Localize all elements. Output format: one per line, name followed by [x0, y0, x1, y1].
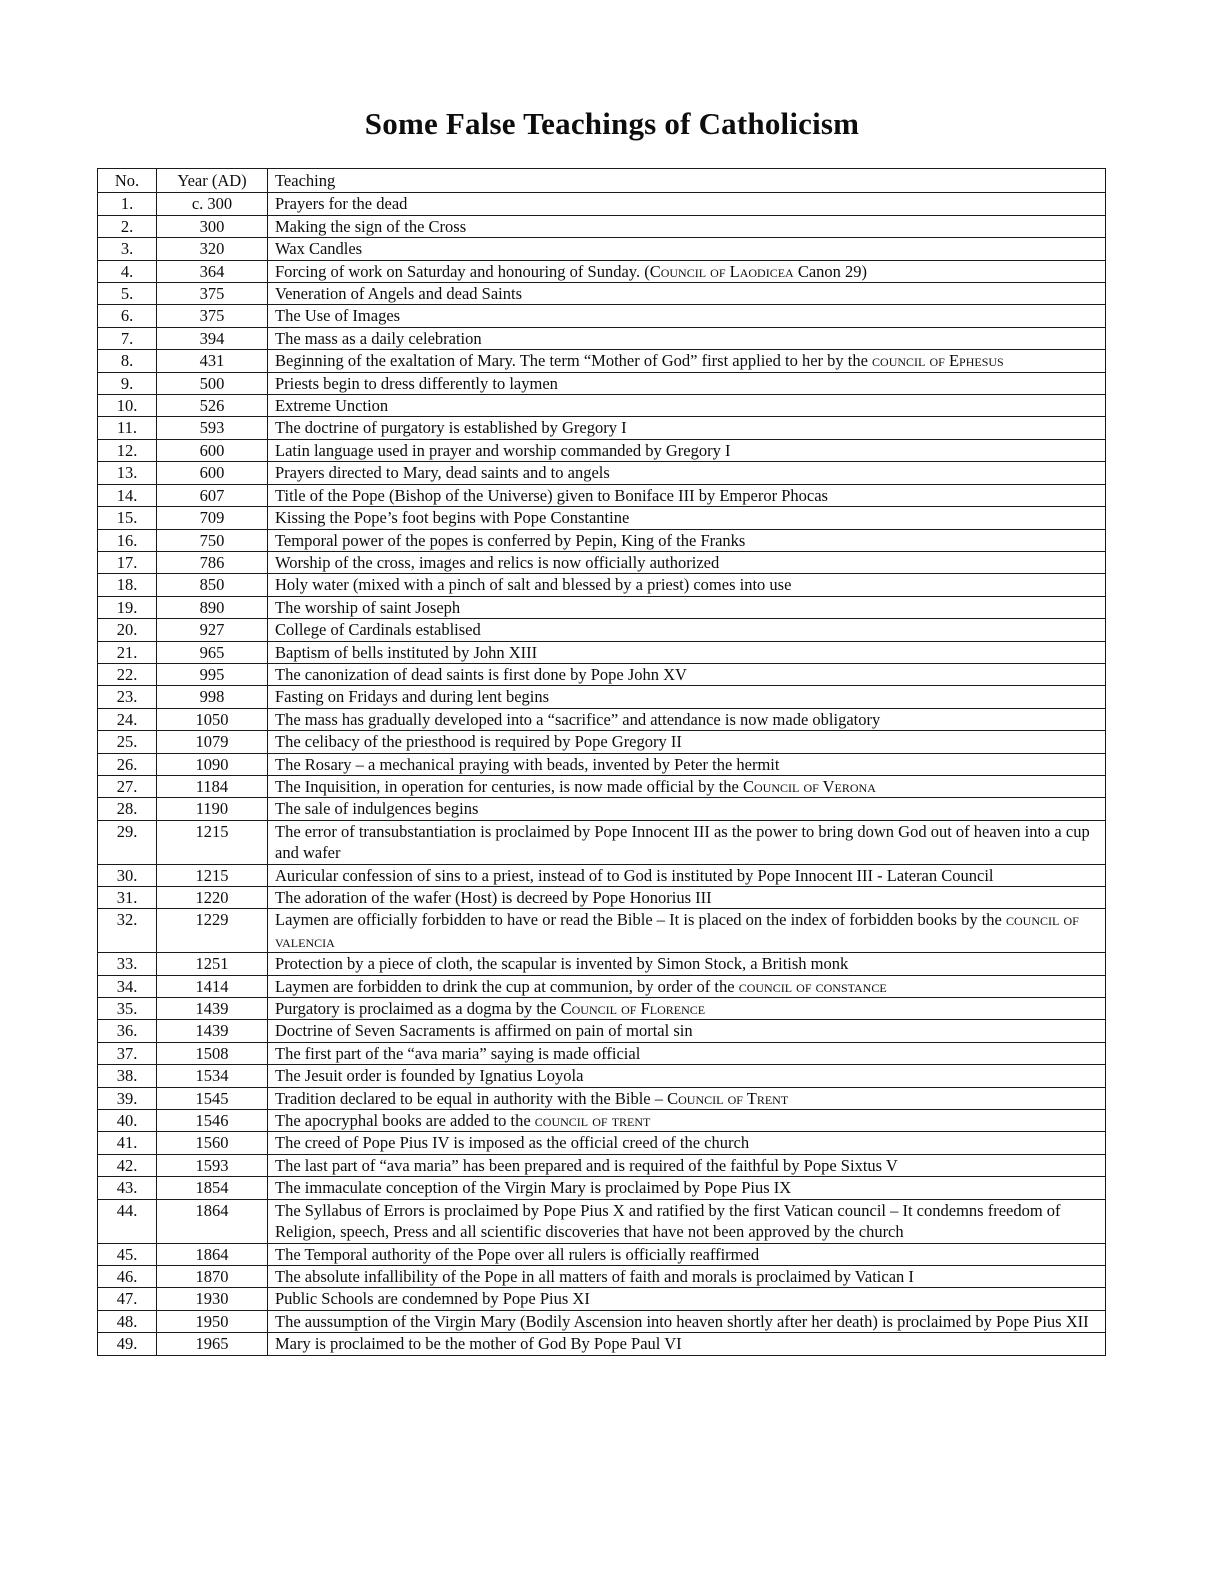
row-year-cell: 1864	[157, 1199, 268, 1243]
row-teaching-cell: Extreme Unction	[268, 395, 1106, 417]
row-teaching-cell: The Use of Images	[268, 305, 1106, 327]
row-year-cell: 364	[157, 260, 268, 282]
row-number-cell: 23.	[98, 686, 157, 708]
row-year-cell: 1546	[157, 1110, 268, 1132]
row-year-cell: 394	[157, 327, 268, 349]
row-year-cell: c. 300	[157, 193, 268, 215]
row-year-cell: 1508	[157, 1042, 268, 1064]
row-year-cell: 600	[157, 462, 268, 484]
row-year-cell: 1090	[157, 753, 268, 775]
row-teaching-cell: The absolute infallibility of the Pope in all matters of faith and morals is proclaimed by Vatican I	[268, 1265, 1106, 1287]
row-number-cell: 4.	[98, 260, 157, 282]
row-teaching-cell: Baptism of bells instituted by John XIII	[268, 641, 1106, 663]
row-teaching-cell: Mary is proclaimed to be the mother of God By Pope Paul VI	[268, 1333, 1106, 1355]
table-row	[98, 417, 1106, 439]
row-year-cell: 431	[157, 350, 268, 372]
row-year-cell: 600	[157, 439, 268, 461]
row-number-cell: 37.	[98, 1042, 157, 1064]
table-row	[98, 1243, 1106, 1265]
row-teaching-cell: The Inquisition, in operation for centuries, is now made official by the Council of Verona	[268, 775, 1106, 797]
row-number-cell: 24.	[98, 708, 157, 730]
table-row	[98, 953, 1106, 975]
row-teaching-cell: Prayers for the dead	[268, 193, 1106, 215]
row-number-cell: 11.	[98, 417, 157, 439]
row-number-cell: 20.	[98, 619, 157, 641]
row-teaching-cell: The Syllabus of Errors is proclaimed by Pope Pius X and ratified by the first Vatican council – It condemns freedom of Religion, speech, Press and all scientific discoveries that have not been approved by the church	[268, 1199, 1106, 1243]
row-teaching-cell: Fasting on Fridays and during lent begins	[268, 686, 1106, 708]
table-row	[98, 215, 1106, 237]
table-row	[98, 439, 1106, 461]
table-row	[98, 462, 1106, 484]
row-teaching-cell: Auricular confession of sins to a priest, instead of to God is instituted by Pope Innocent III - Lateran Council	[268, 864, 1106, 886]
table-row	[98, 1265, 1106, 1287]
row-year-cell: 607	[157, 484, 268, 506]
row-number-cell: 19.	[98, 596, 157, 618]
row-teaching-cell: Tradition declared to be equal in authority with the Bible – Council of Trent	[268, 1087, 1106, 1109]
row-teaching-cell: Forcing of work on Saturday and honouring of Sunday. (Council of Laodicea Canon 29)	[268, 260, 1106, 282]
row-number-cell: 16.	[98, 529, 157, 551]
table-row	[98, 529, 1106, 551]
row-teaching-cell: The adoration of the wafer (Host) is decreed by Pope Honorius III	[268, 887, 1106, 909]
table-row	[98, 686, 1106, 708]
column-header-no: No.	[98, 169, 157, 193]
row-number-cell: 15.	[98, 507, 157, 529]
row-teaching-cell: The worship of saint Joseph	[268, 596, 1106, 618]
row-teaching-cell: The error of transubstantiation is proclaimed by Pope Innocent III as the power to bring down God out of heaven into a cup and wafer	[268, 820, 1106, 864]
row-year-cell: 890	[157, 596, 268, 618]
row-year-cell: 850	[157, 574, 268, 596]
row-teaching-cell: Laymen are forbidden to drink the cup at communion, by order of the council of constance	[268, 975, 1106, 997]
row-teaching-cell: Purgatory is proclaimed as a dogma by the Council of Florence	[268, 998, 1106, 1020]
table-row	[98, 507, 1106, 529]
row-number-cell: 45.	[98, 1243, 157, 1265]
row-teaching-cell: The mass has gradually developed into a “sacrifice” and attendance is now made obligatory	[268, 708, 1106, 730]
row-teaching-cell: The immaculate conception of the Virgin Mary is proclaimed by Pope Pius IX	[268, 1177, 1106, 1199]
row-teaching-cell: Prayers directed to Mary, dead saints and to angels	[268, 462, 1106, 484]
row-number-cell: 32.	[98, 909, 157, 953]
council-name-smallcaps: council of constance	[738, 976, 887, 996]
row-teaching-cell: The Rosary – a mechanical praying with beads, invented by Peter the hermit	[268, 753, 1106, 775]
row-number-cell: 14.	[98, 484, 157, 506]
row-teaching-cell: The sale of indulgences begins	[268, 798, 1106, 820]
row-number-cell: 18.	[98, 574, 157, 596]
table-row	[98, 909, 1106, 953]
row-year-cell: 1534	[157, 1065, 268, 1087]
council-name-smallcaps: Council of Laodicea	[649, 261, 794, 281]
row-number-cell: 39.	[98, 1087, 157, 1109]
row-year-cell: 1965	[157, 1333, 268, 1355]
row-number-cell: 36.	[98, 1020, 157, 1042]
council-name-smallcaps: Council of Florence	[560, 999, 706, 1019]
table-row	[98, 798, 1106, 820]
row-year-cell: 995	[157, 663, 268, 685]
page-title: Some False Teachings of Catholicism	[364, 106, 860, 141]
row-number-cell: 29.	[98, 820, 157, 864]
row-number-cell: 1.	[98, 193, 157, 215]
row-number-cell: 35.	[98, 998, 157, 1020]
table-row	[98, 731, 1106, 753]
row-teaching-cell: Latin language used in prayer and worship commanded by Gregory I	[268, 439, 1106, 461]
row-year-cell: 998	[157, 686, 268, 708]
row-teaching-cell: Making the sign of the Cross	[268, 215, 1106, 237]
row-year-cell: 1215	[157, 864, 268, 886]
table-row	[98, 1020, 1106, 1042]
council-name-smallcaps: council of Ephesus	[872, 351, 1004, 371]
table-row	[98, 1110, 1106, 1132]
row-year-cell: 500	[157, 372, 268, 394]
table-row	[98, 975, 1106, 997]
row-year-cell: 1251	[157, 953, 268, 975]
table-row	[98, 283, 1106, 305]
row-number-cell: 47.	[98, 1288, 157, 1310]
column-header-teaching: Teaching	[268, 169, 1106, 193]
table-header-row	[98, 169, 1106, 193]
table-row	[98, 1065, 1106, 1087]
table-row	[98, 395, 1106, 417]
row-year-cell: 1215	[157, 820, 268, 864]
table-row	[98, 350, 1106, 372]
row-number-cell: 41.	[98, 1132, 157, 1154]
row-year-cell: 1950	[157, 1310, 268, 1332]
row-teaching-cell: Laymen are officially forbidden to have or read the Bible – It is placed on the index of forbidden books by the council of valencia	[268, 909, 1106, 953]
table-row	[98, 327, 1106, 349]
row-teaching-cell: The doctrine of purgatory is established by Gregory I	[268, 417, 1106, 439]
table-row	[98, 887, 1106, 909]
row-teaching-cell: The last part of “ava maria” has been prepared and is required of the faithful by Pope Sixtus V	[268, 1154, 1106, 1176]
row-year-cell: 1593	[157, 1154, 268, 1176]
table-body	[98, 193, 1106, 1355]
row-year-cell: 1050	[157, 708, 268, 730]
row-teaching-cell: The Jesuit order is founded by Ignatius Loyola	[268, 1065, 1106, 1087]
row-year-cell: 786	[157, 551, 268, 573]
row-year-cell: 1870	[157, 1265, 268, 1287]
row-year-cell: 1079	[157, 731, 268, 753]
row-teaching-cell: Holy water (mixed with a pinch of salt and blessed by a priest) comes into use	[268, 574, 1106, 596]
table-row	[98, 193, 1106, 215]
table-row	[98, 305, 1106, 327]
row-number-cell: 30.	[98, 864, 157, 886]
council-name-smallcaps: Council of Trent	[667, 1088, 789, 1108]
row-teaching-cell: The creed of Pope Pius IV is imposed as the official creed of the church	[268, 1132, 1106, 1154]
table-row	[98, 775, 1106, 797]
row-teaching-cell: The Temporal authority of the Pope over all rulers is officially reaffirmed	[268, 1243, 1106, 1265]
row-year-cell: 1545	[157, 1087, 268, 1109]
row-number-cell: 31.	[98, 887, 157, 909]
row-number-cell: 22.	[98, 663, 157, 685]
row-number-cell: 26.	[98, 753, 157, 775]
table-row	[98, 998, 1106, 1020]
row-year-cell: 1184	[157, 775, 268, 797]
row-number-cell: 9.	[98, 372, 157, 394]
row-teaching-cell: Wax Candles	[268, 238, 1106, 260]
row-teaching-cell: Public Schools are condemned by Pope Pius XI	[268, 1288, 1106, 1310]
table-row	[98, 574, 1106, 596]
table-row	[98, 596, 1106, 618]
row-year-cell: 1220	[157, 887, 268, 909]
row-year-cell: 1414	[157, 975, 268, 997]
table-row	[98, 238, 1106, 260]
row-number-cell: 21.	[98, 641, 157, 663]
row-number-cell: 38.	[98, 1065, 157, 1087]
row-teaching-cell: Veneration of Angels and dead Saints	[268, 283, 1106, 305]
row-teaching-cell: Priests begin to dress differently to laymen	[268, 372, 1106, 394]
table-row	[98, 864, 1106, 886]
row-number-cell: 13.	[98, 462, 157, 484]
row-teaching-cell: Kissing the Pope’s foot begins with Pope Constantine	[268, 507, 1106, 529]
row-teaching-cell: The celibacy of the priesthood is required by Pope Gregory II	[268, 731, 1106, 753]
row-teaching-cell: Temporal power of the popes is conferred by Pepin, King of the Franks	[268, 529, 1106, 551]
row-year-cell: 750	[157, 529, 268, 551]
row-number-cell: 25.	[98, 731, 157, 753]
row-year-cell: 593	[157, 417, 268, 439]
row-teaching-cell: Title of the Pope (Bishop of the Universe) given to Boniface III by Emperor Phocas	[268, 484, 1106, 506]
row-teaching-cell: Protection by a piece of cloth, the scapular is invented by Simon Stock, a British monk	[268, 953, 1106, 975]
row-number-cell: 5.	[98, 283, 157, 305]
row-number-cell: 27.	[98, 775, 157, 797]
row-teaching-cell: Doctrine of Seven Sacraments is affirmed on pain of mortal sin	[268, 1020, 1106, 1042]
table-row	[98, 708, 1106, 730]
council-name-smallcaps: council of valencia	[275, 910, 1079, 951]
row-number-cell: 48.	[98, 1310, 157, 1332]
teachings-table	[97, 168, 1106, 1356]
row-number-cell: 34.	[98, 975, 157, 997]
table-row	[98, 619, 1106, 641]
row-year-cell: 1560	[157, 1132, 268, 1154]
row-number-cell: 3.	[98, 238, 157, 260]
row-year-cell: 709	[157, 507, 268, 529]
row-number-cell: 7.	[98, 327, 157, 349]
row-number-cell: 8.	[98, 350, 157, 372]
table-row	[98, 1042, 1106, 1064]
row-number-cell: 17.	[98, 551, 157, 573]
row-teaching-cell: The first part of the “ava maria” saying is made official	[268, 1042, 1106, 1064]
row-year-cell: 1439	[157, 1020, 268, 1042]
table-row	[98, 753, 1106, 775]
row-year-cell: 1864	[157, 1243, 268, 1265]
row-teaching-cell: College of Cardinals establised	[268, 619, 1106, 641]
table-row	[98, 641, 1106, 663]
table-row	[98, 1310, 1106, 1332]
table-row	[98, 820, 1106, 864]
row-year-cell: 1190	[157, 798, 268, 820]
row-teaching-cell: Beginning of the exaltation of Mary. The term “Mother of God” first applied to her by the council of Ephesus	[268, 350, 1106, 372]
row-number-cell: 49.	[98, 1333, 157, 1355]
table-row	[98, 1199, 1106, 1243]
row-year-cell: 300	[157, 215, 268, 237]
table-row	[98, 484, 1106, 506]
row-number-cell: 33.	[98, 953, 157, 975]
row-year-cell: 526	[157, 395, 268, 417]
column-header-year: Year (AD)	[157, 169, 268, 193]
table-row	[98, 663, 1106, 685]
table-row	[98, 1087, 1106, 1109]
row-year-cell: 1229	[157, 909, 268, 953]
row-number-cell: 40.	[98, 1110, 157, 1132]
row-number-cell: 6.	[98, 305, 157, 327]
row-number-cell: 42.	[98, 1154, 157, 1176]
table-row	[98, 1177, 1106, 1199]
row-teaching-cell: The aussumption of the Virgin Mary (Bodily Ascension into heaven shortly after her death) is proclaimed by Pope Pius XII	[268, 1310, 1106, 1332]
table-row	[98, 551, 1106, 573]
table-row	[98, 1288, 1106, 1310]
council-name-smallcaps: Council of Verona	[743, 776, 876, 796]
table-row	[98, 1154, 1106, 1176]
row-teaching-cell: The apocryphal books are added to the council of trent	[268, 1110, 1106, 1132]
row-number-cell: 46.	[98, 1265, 157, 1287]
table-row	[98, 1132, 1106, 1154]
row-teaching-cell: The mass as a daily celebration	[268, 327, 1106, 349]
row-year-cell: 375	[157, 305, 268, 327]
table-row	[98, 260, 1106, 282]
row-teaching-cell: Worship of the cross, images and relics is now officially authorized	[268, 551, 1106, 573]
council-name-smallcaps: council of trent	[534, 1111, 651, 1131]
row-year-cell: 1930	[157, 1288, 268, 1310]
row-year-cell: 927	[157, 619, 268, 641]
row-number-cell: 10.	[98, 395, 157, 417]
row-number-cell: 44.	[98, 1199, 157, 1243]
row-number-cell: 12.	[98, 439, 157, 461]
row-year-cell: 375	[157, 283, 268, 305]
row-teaching-cell: The canonization of dead saints is first done by Pope John XV	[268, 663, 1106, 685]
table-row	[98, 372, 1106, 394]
row-year-cell: 1439	[157, 998, 268, 1020]
row-year-cell: 1854	[157, 1177, 268, 1199]
row-year-cell: 965	[157, 641, 268, 663]
table-row	[98, 1333, 1106, 1355]
row-number-cell: 43.	[98, 1177, 157, 1199]
row-number-cell: 2.	[98, 215, 157, 237]
row-year-cell: 320	[157, 238, 268, 260]
row-number-cell: 28.	[98, 798, 157, 820]
